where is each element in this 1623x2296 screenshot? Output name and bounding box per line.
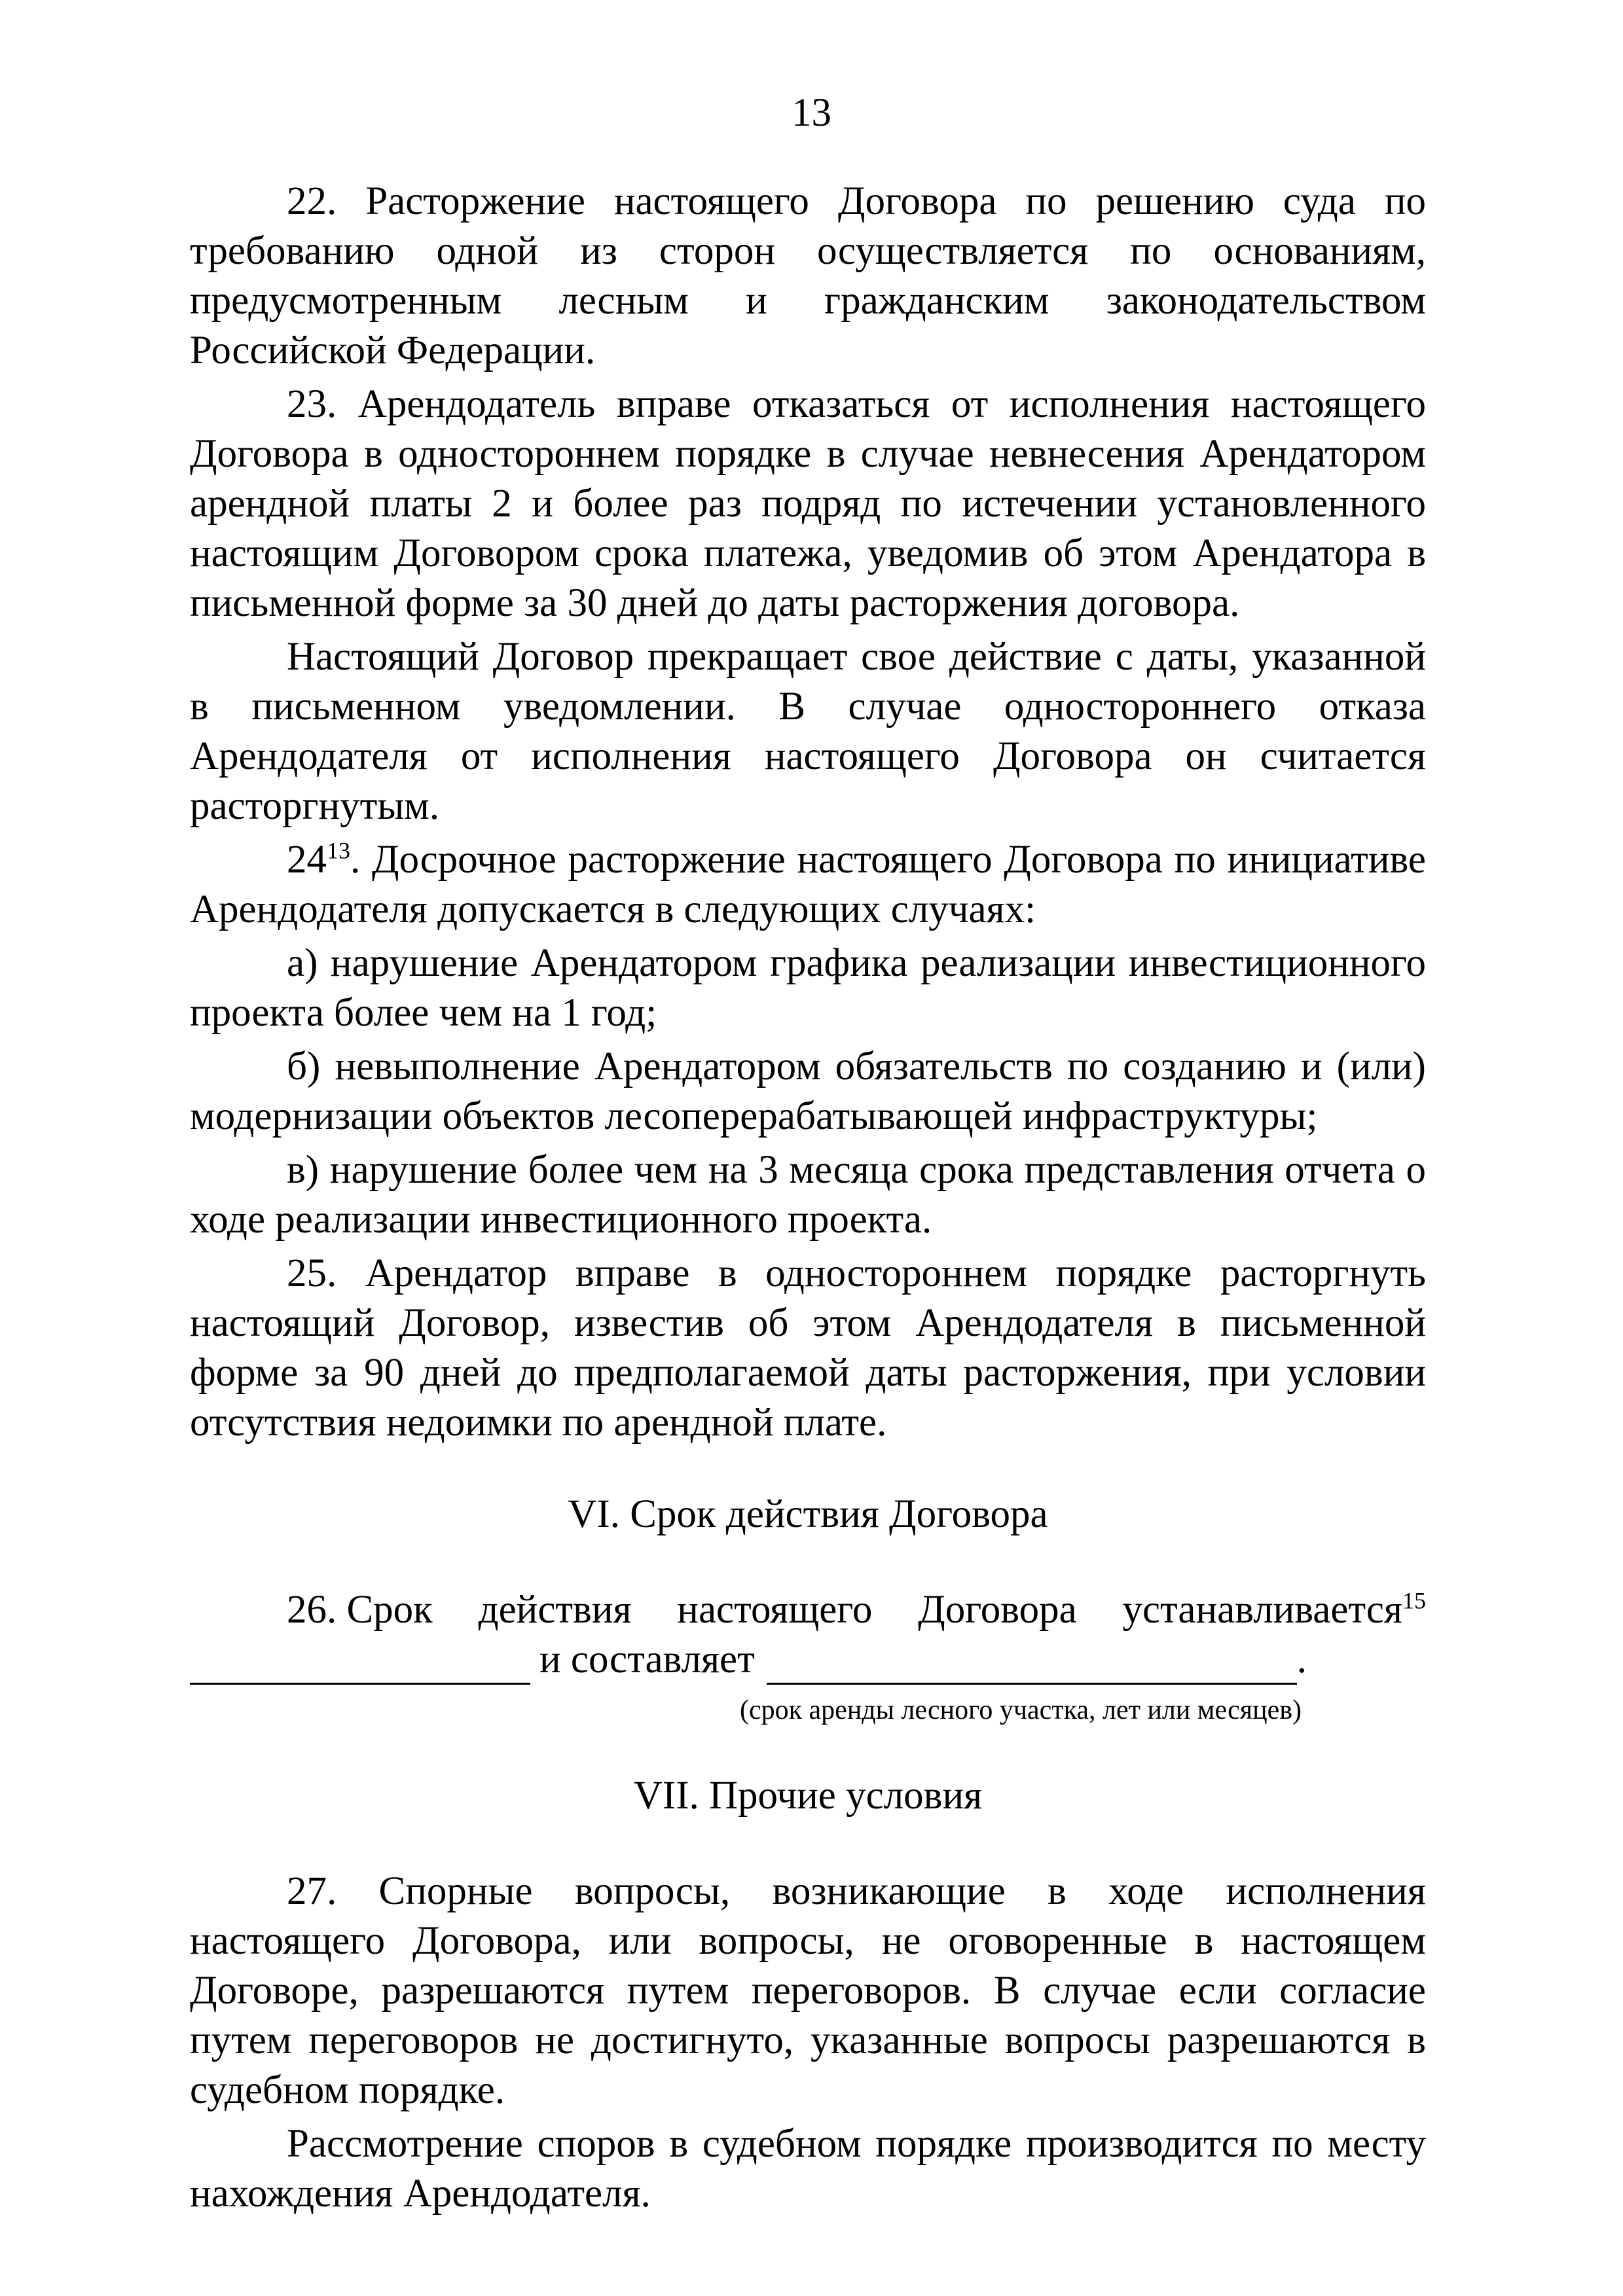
term-end: . (1296, 1638, 1307, 1681)
term-blanks (190, 1635, 1426, 1725)
p26-word: действия (478, 1588, 632, 1632)
paragraph-24 (190, 835, 1426, 935)
list-item-c: в) нарушение более чем на 3 месяца срока представления отчета о ходе реализации инвестиционного проекта. (190, 1148, 1426, 1242)
blank-line-start (190, 1643, 530, 1685)
section-7-title: VII. Прочие условия (633, 1774, 983, 1818)
section-6-title: VI. Срок действия Договора (568, 1492, 1048, 1536)
paragraph-24-number: 24 (287, 838, 327, 882)
term-hint: (срок аренды лесного участка, лет или месяцев) (740, 1695, 1302, 1725)
p26-word: устанавливается (1122, 1588, 1402, 1632)
paragraph-22: 22. Расторжение настоящего Договора по решению суда по требованию одной из сторон осуществляется по основаниям, предусмотренным лесным и гражданским законодательством Российской Федерации. (190, 179, 1426, 372)
blank-line-term (767, 1643, 1297, 1685)
footnote-13: 13 (327, 837, 350, 864)
p26-word: Договора (918, 1588, 1077, 1632)
footnote-15: 15 (1402, 1587, 1426, 1614)
paragraph-23-continuation: Настоящий Договор прекращает свое действие с даты, указанной в письменном уведомлении. В случае одностороннего отказа Арендодателя от исполнения настоящего Договора он считается расторгнутым. (190, 635, 1426, 828)
p26-word: 26. Срок (287, 1588, 433, 1632)
paragraph-25: 25. Арендатор вправе в одностороннем порядке расторгнуть настоящий Договор, известив об этом Арендодателя в письменной форме за 90 дней до предполагаемой даты расторжения, при условии отсутствия недоимки по арендной плате. (190, 1251, 1426, 1444)
term-middle-text: и составляет (539, 1638, 755, 1681)
paragraph-26 (190, 1585, 1426, 1729)
paragraph-23: 23. Арендодатель вправе отказаться от исполнения настоящего Договора в одностороннем порядке в случае невнесения Арендатором арендной платы 2 и более раз подряд по истечении установленного настоящим Договором срока платежа, уведомив об этом Арендатора в письменной форме за 30 дней до даты расторжения договора. (190, 382, 1426, 625)
p26-word-last (1122, 1585, 1426, 1635)
document-body (190, 177, 1426, 2219)
paragraph-24-text: . Досрочное расторжение настоящего Договора по инициативе Арендодателя допускается в следующих случаях: (190, 838, 1426, 931)
paragraph-26-line (190, 1585, 1426, 1635)
paragraph-27-continuation: Рассмотрение споров в судебном порядке производится по месту нахождения Арендодателя. (190, 2122, 1426, 2215)
list-item-b: б) невыполнение Арендатором обязательств по созданию и (или) модернизации объектов лесоперерабатывающей инфраструктуры; (190, 1045, 1426, 1138)
page-number: 13 (792, 91, 831, 135)
list-item-a: а) нарушение Арендатором графика реализации инвестиционного проекта более чем на 1 год; (190, 941, 1426, 1035)
p26-word: настоящего (677, 1588, 873, 1632)
paragraph-27: 27. Спорные вопросы, возникающие в ходе исполнения настоящего Договора, или вопросы, не оговоренные в настоящем Договоре, разрешаются путем переговоров. В случае если согласие путем переговоров не достигнуто, указанные вопросы разрешаются в судебном порядке. (190, 1869, 1426, 2112)
